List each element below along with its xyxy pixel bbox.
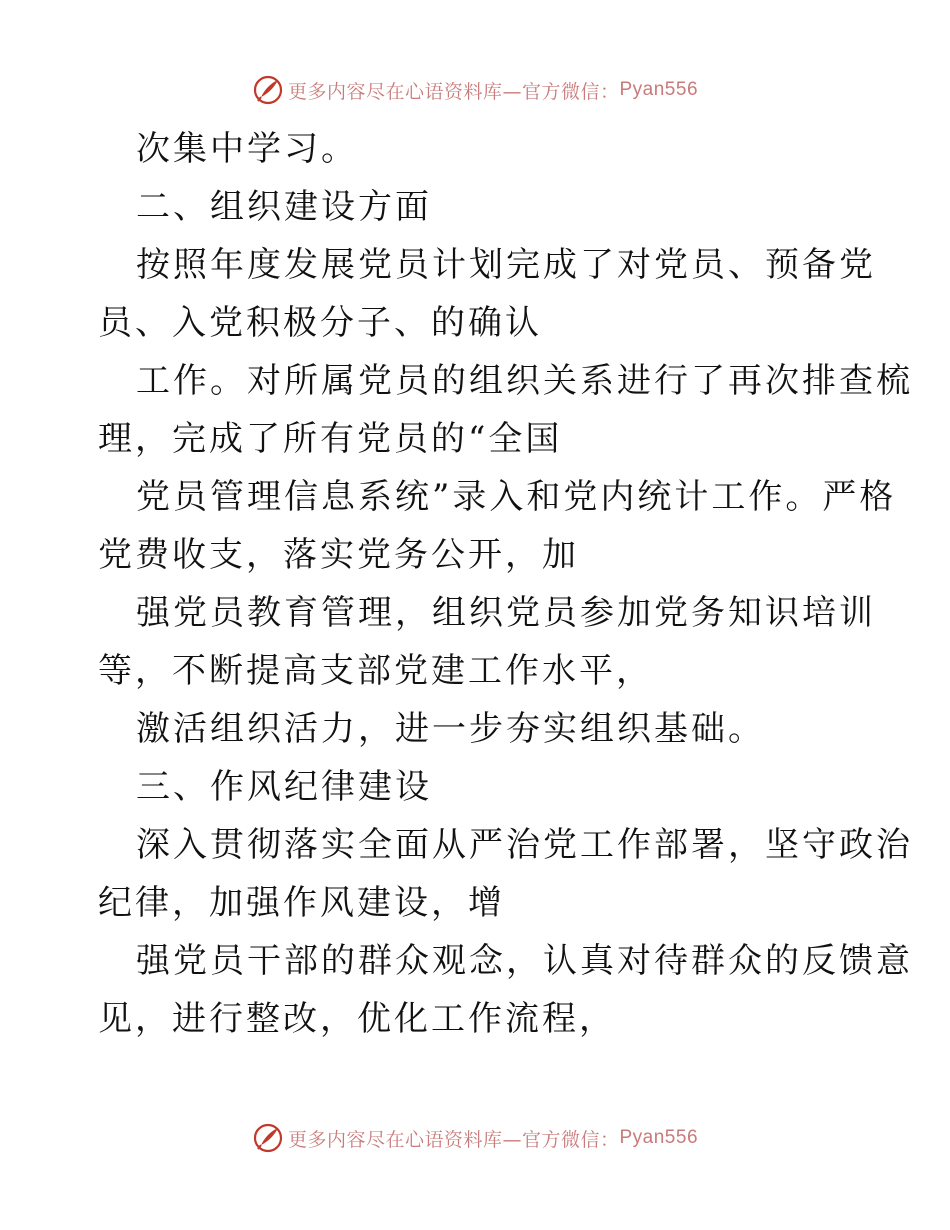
body-line: 等，不断提高支部党建工作水平， — [98, 651, 653, 691]
section-heading: 三、作风纪律建设 — [136, 767, 432, 807]
body-line: 强党员干部的群众观念，认真对待群众的反馈意 — [136, 941, 913, 981]
body-line: 党费收支，落实党务公开，加 — [98, 535, 579, 575]
watermark-wechat-id: Pyan556 — [619, 1127, 699, 1148]
quill-logo-icon — [252, 1122, 284, 1154]
body-line: 深入贯彻落实全面从严治党工作部署，坚守政治 — [136, 825, 913, 865]
body-line: 强党员教育管理，组织党员参加党务知识培训 — [136, 593, 876, 633]
footer-watermark — [0, 1120, 950, 1156]
body-line: 工作。对所属党员的组织关系进行了再次排查梳 — [136, 361, 913, 401]
body-line: 见，进行整改，优化工作流程， — [98, 999, 616, 1039]
watermark-text: 更多内容尽在心语资料库—官方微信： — [287, 80, 620, 103]
body-line: 员、入党积极分子、的确认 — [98, 303, 542, 343]
body-line: 按照年度发展党员计划完成了对党员、预备党 — [136, 245, 876, 285]
watermark-wechat-id: Pyan556 — [619, 79, 699, 100]
quill-logo-icon — [252, 74, 284, 106]
body-line: 党员管理信息系统”录入和党内统计工作。严格 — [136, 477, 897, 517]
header-watermark — [0, 72, 950, 108]
body-line: 激活组织活力，进一步夯实组织基础。 — [136, 709, 765, 749]
document-body — [98, 120, 913, 1048]
watermark-text: 更多内容尽在心语资料库—官方微信： — [287, 1128, 620, 1151]
body-line: 理，完成了所有党员的“全国 — [98, 419, 563, 459]
body-line: 纪律，加强作风建设，增 — [98, 883, 505, 923]
body-line: 次集中学习。 — [136, 129, 358, 169]
section-heading: 二、组织建设方面 — [136, 187, 432, 227]
